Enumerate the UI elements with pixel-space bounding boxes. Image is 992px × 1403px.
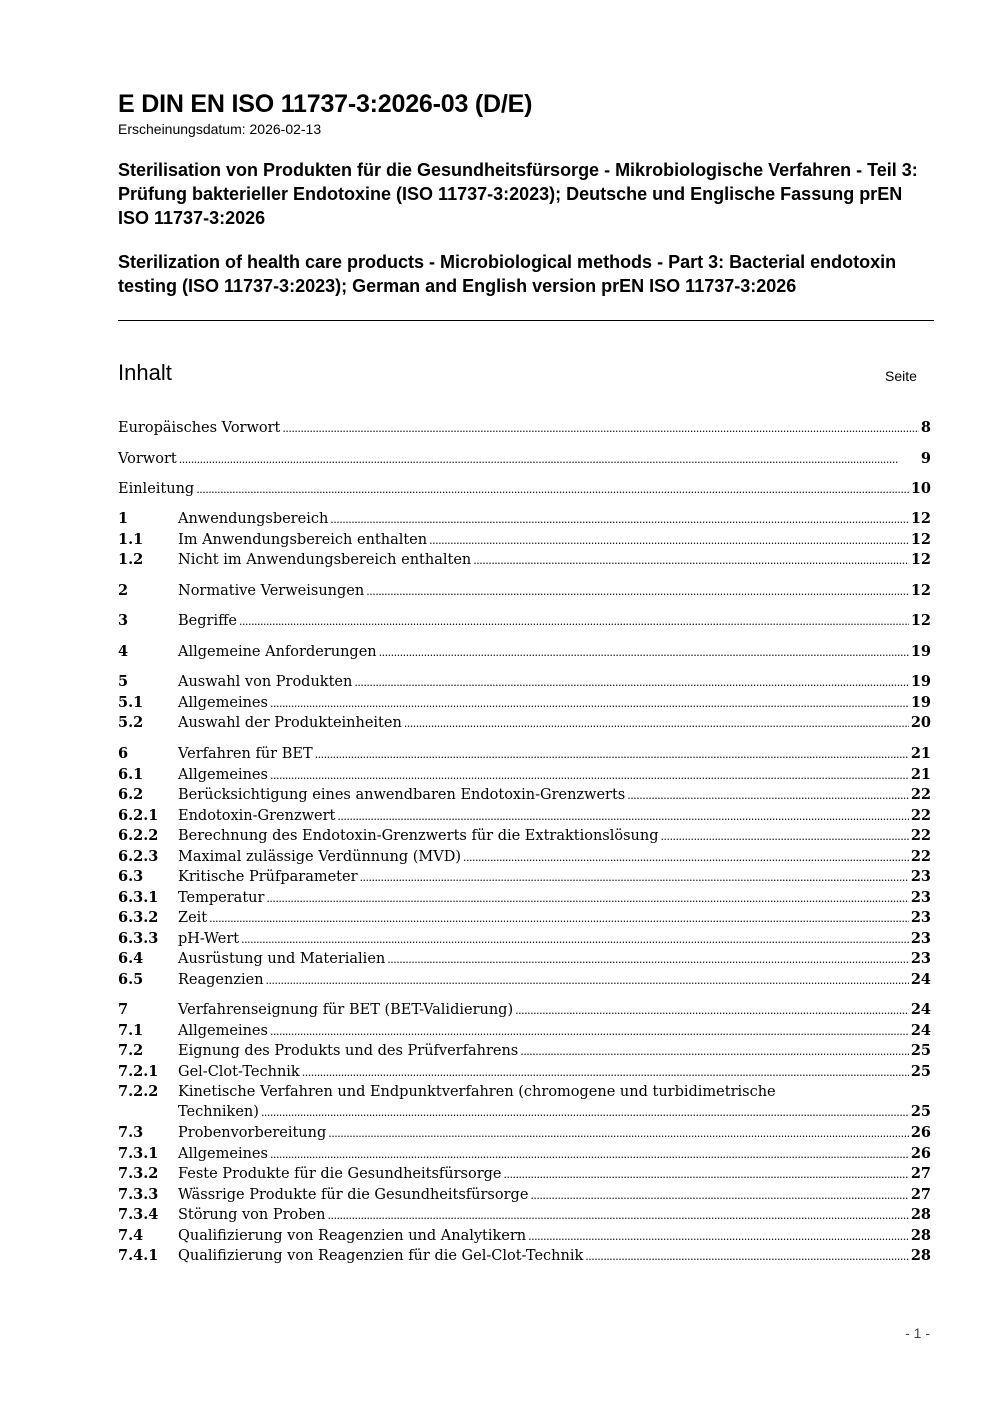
toc-entry-page: 12 (910, 531, 931, 548)
toc-entry[interactable] (118, 1164, 931, 1185)
toc-entry[interactable] (118, 949, 931, 970)
toc-dot-leader (179, 450, 919, 470)
toc-entry-title: Zeit (178, 910, 208, 926)
toc-entry[interactable] (118, 479, 931, 500)
toc-entry-title: Verfahrenseignung für BET (BET-Validierung) (178, 1002, 514, 1018)
toc-entry-title: Allgemeines (178, 1023, 268, 1039)
toc-entry-title: Auswahl der Produkteinheiten (178, 715, 402, 731)
toc-entry[interactable] (118, 713, 931, 734)
toc-entry-page: 23 (910, 889, 931, 906)
toc-entry[interactable] (118, 1226, 931, 1247)
toc-entry-page: 27 (910, 1165, 931, 1182)
toc-entry-page: 28 (910, 1247, 931, 1264)
toc-heading: Inhalt (118, 360, 172, 385)
toc-entry-title: Allgemeine Anforderungen (178, 644, 377, 660)
toc-entry-page: 8 (920, 419, 931, 436)
toc-entry-number: 5 (118, 673, 129, 690)
toc-dot-leader (209, 909, 909, 929)
toc-entry-number: 5.1 (118, 694, 144, 711)
toc-entry-number: 6.3.3 (118, 930, 159, 947)
toc-dot-leader (530, 1186, 908, 1206)
toc-dot-leader (241, 930, 909, 950)
toc-dot-leader (515, 1001, 909, 1021)
toc-dot-leader (585, 1247, 909, 1267)
toc-entry[interactable] (118, 970, 931, 991)
document-id: E DIN EN ISO 11737-3:2026-03 (D/E) (118, 90, 533, 118)
toc-dot-leader (330, 510, 909, 530)
toc-entry-title: Einleitung (118, 481, 195, 497)
toc-entry-title: Techniken) (178, 1104, 259, 1120)
toc-entry-number: 7.3 (118, 1124, 144, 1141)
toc-dot-leader (473, 551, 909, 571)
toc-dot-leader (270, 1145, 909, 1165)
toc-entry[interactable] (118, 1041, 931, 1062)
toc-entry[interactable] (118, 1205, 931, 1226)
toc-entry-title: Allgemeines (178, 1146, 268, 1162)
toc-entry[interactable] (118, 785, 931, 806)
toc-entry-title: Feste Produkte für die Gesundheitsfürsorge (178, 1166, 502, 1182)
toc-dot-leader (270, 1022, 909, 1042)
toc-entry[interactable] (118, 693, 931, 714)
toc-entry-title: Allgemeines (178, 695, 268, 711)
toc-entry-number: 6.3.2 (118, 909, 159, 926)
toc-entry[interactable] (118, 1185, 931, 1206)
toc-entry[interactable] (118, 888, 931, 909)
title-german: Sterilisation von Produkten für die Gesundheitsfürsorge - Mikrobiologische Verfahren - Teil 3: Prüfung bakterieller Endotoxine (ISO 11737-3:2023); Deutsche und Englische Fassung prEN ISO 11737-3:2026 (118, 160, 918, 228)
toc-entry[interactable] (118, 418, 931, 439)
toc-dot-leader (270, 694, 909, 714)
toc-entry-page: 21 (910, 745, 931, 762)
toc-entry[interactable] (118, 806, 931, 827)
toc-entry-title: Vorwort (118, 451, 177, 467)
toc-entry[interactable] (118, 867, 931, 888)
toc-entry-title: Qualifizierung von Reagenzien für die Gel-Clot-Technik (178, 1248, 584, 1264)
toc-dot-leader (302, 1063, 909, 1083)
toc-entry-page: 19 (910, 694, 931, 711)
toc-entry[interactable] (118, 1000, 931, 1021)
toc-entry-page: 23 (910, 930, 931, 947)
toc-entry[interactable] (118, 550, 931, 571)
toc-entry-number: 6.2.2 (118, 827, 159, 844)
toc-dot-leader (366, 582, 909, 602)
toc-entry-number: 6.3 (118, 868, 144, 885)
toc-entry-page: 24 (910, 1022, 931, 1039)
toc-entry-page: 21 (910, 766, 931, 783)
toc-dot-leader (196, 480, 909, 500)
toc-entry-number: 7.3.3 (118, 1186, 159, 1203)
toc-page-label: Seite (885, 368, 917, 384)
toc-entry[interactable] (118, 1246, 931, 1267)
toc-dot-leader (627, 786, 909, 806)
toc-entry[interactable] (118, 581, 931, 602)
toc-entry-page: 10 (910, 480, 931, 497)
title-english: Sterilization of health care products - Microbiological methods - Part 3: Bacterial endotoxin testing (ISO 11737-3:2023); German and English version prEN ISO 11737-3:2026 (118, 252, 897, 296)
toc-dot-leader (379, 643, 909, 663)
toc-entry[interactable] (118, 642, 931, 663)
toc-entry-title: Begriffe (178, 613, 237, 629)
toc-entry-title: Probenvorbereitung (178, 1125, 327, 1141)
toc-entry-number: 7.2.1 (118, 1063, 159, 1080)
toc-dot-leader (270, 766, 909, 786)
toc-entry[interactable] (118, 1144, 931, 1165)
toc-entry-page: 26 (910, 1124, 931, 1141)
toc-entry-page: 22 (910, 827, 931, 844)
toc-entry[interactable] (118, 929, 931, 950)
toc-entry-title: Anwendungsbereich (178, 511, 329, 527)
toc-entry-number: 6.2.3 (118, 848, 159, 865)
title-divider (118, 320, 934, 321)
toc-entry-page: 24 (910, 1001, 931, 1018)
toc-entry-title: Im Anwendungsbereich enthalten (178, 532, 428, 548)
toc-entry-page: 25 (910, 1103, 931, 1120)
toc-entry-title: Störung von Proben (178, 1207, 326, 1223)
toc-dot-leader (337, 807, 908, 827)
toc-dot-leader (404, 714, 909, 734)
toc-dot-leader (520, 1042, 909, 1062)
toc-entry-page: 28 (910, 1206, 931, 1223)
toc-dot-leader (463, 848, 909, 868)
toc-entry-page: 19 (910, 673, 931, 690)
toc-entry-page: 22 (910, 786, 931, 803)
toc-entry-number: 1.1 (118, 531, 144, 548)
toc-dot-leader (360, 868, 909, 888)
toc-entry-title: Gel-Clot-Technik (178, 1064, 300, 1080)
footer-page-number: - 1 - (905, 1325, 930, 1341)
toc-entry-number: 6.2 (118, 786, 144, 803)
toc-entry-number: 7.2.2 (118, 1083, 159, 1100)
toc-dot-leader (528, 1227, 909, 1247)
toc-entry-title: Allgemeines (178, 767, 268, 783)
toc-dot-leader (504, 1165, 909, 1185)
toc-entry-page: 26 (910, 1145, 931, 1162)
toc-dot-leader (661, 827, 909, 847)
toc-entry[interactable] (118, 611, 931, 632)
toc-entry-number: 7.1 (118, 1022, 144, 1039)
toc-entry-number: 6.3.1 (118, 889, 159, 906)
toc-entry-page: 12 (910, 510, 931, 527)
toc-entry[interactable] (118, 765, 931, 786)
toc-entry[interactable] (118, 847, 931, 868)
toc-entry-number: 6.4 (118, 950, 144, 967)
toc-entry[interactable] (118, 672, 931, 693)
toc-entry-title: Nicht im Anwendungsbereich enthalten (178, 552, 472, 568)
toc-entry[interactable] (118, 1062, 931, 1083)
toc-entry-number: 5.2 (118, 714, 144, 731)
toc-entry[interactable] (118, 908, 931, 929)
toc-entry-page: 23 (910, 909, 931, 926)
toc-entry-title: Temperatur (178, 890, 265, 906)
toc-entry-title: Qualifizierung von Reagenzien und Analytikern (178, 1228, 527, 1244)
toc-entry-number: 6.1 (118, 766, 144, 783)
toc-entry-page: 25 (910, 1063, 931, 1080)
toc-entry-number: 1 (118, 510, 129, 527)
toc-entry[interactable] (118, 1123, 931, 1144)
toc-dot-leader (266, 889, 908, 909)
toc-entry-title: Ausrüstung und Materialien (178, 951, 386, 967)
toc-entry-number: 6.2.1 (118, 807, 159, 824)
toc-entry-title: Normative Verweisungen (178, 583, 365, 599)
toc-dot-leader (327, 1206, 908, 1226)
toc-entry-title: Berücksichtigung eines anwendbaren Endotoxin-Grenzwerts (178, 787, 626, 803)
toc-entry-title: Berechnung des Endotoxin-Grenzwerts für die Extraktionslösung (178, 828, 659, 844)
toc-entry-number: 6 (118, 745, 129, 762)
toc-entry-page: 23 (910, 950, 931, 967)
toc-entry-number: 7.3.2 (118, 1165, 159, 1182)
toc-entry-page: 19 (910, 643, 931, 660)
toc-entry-number: 4 (118, 643, 129, 660)
toc-entry-number: 7.3.1 (118, 1145, 159, 1162)
toc-dot-leader (266, 971, 909, 991)
toc-entry-title: Kritische Prüfparameter (178, 869, 358, 885)
toc-entry-page: 12 (910, 612, 931, 629)
toc-dot-leader (354, 673, 908, 693)
toc-dot-leader (261, 1103, 909, 1123)
toc-entry-title: pH-Wert (178, 931, 240, 947)
toc-entry-number: 7.4 (118, 1227, 144, 1244)
toc-entry-page: 12 (910, 582, 931, 599)
toc-entry-title: Wässrige Produkte für die Gesundheitsfürsorge (178, 1187, 529, 1203)
toc-dot-leader (239, 612, 909, 632)
toc-entry-title: Auswahl von Produkten (178, 674, 353, 690)
toc-entry-page: 20 (910, 714, 931, 731)
toc-entry-page: 27 (910, 1186, 931, 1203)
toc-dot-leader (429, 531, 909, 551)
toc-entry-page: 22 (910, 807, 931, 824)
toc-entry-page: 24 (910, 971, 931, 988)
toc-entry-number: 6.5 (118, 971, 144, 988)
toc-entry-number: 7.2 (118, 1042, 144, 1059)
toc-entry-number: 7 (118, 1001, 129, 1018)
toc-entry-number: 7.4.1 (118, 1247, 159, 1264)
publication-date: Erscheinungsdatum: 2026-02-13 (118, 121, 322, 137)
toc-dot-leader (315, 745, 909, 765)
toc-entry-title: Europäisches Vorwort (118, 420, 281, 436)
toc-entry[interactable] (118, 1021, 931, 1042)
toc-entry[interactable] (118, 826, 931, 847)
toc-entry-number: 7.3.4 (118, 1206, 159, 1223)
toc-entry-number: 1.2 (118, 551, 144, 568)
toc-entry[interactable] (118, 509, 931, 530)
toc-entry-title: Verfahren für BET (178, 746, 313, 762)
toc-entry-page: 23 (910, 868, 931, 885)
toc-dot-leader (282, 419, 919, 439)
toc-entry-page: 9 (920, 450, 931, 467)
toc-entry-title: Maximal zulässige Verdünnung (MVD) (178, 849, 461, 865)
toc-entry-number: 2 (118, 582, 129, 599)
toc-entry[interactable] (118, 744, 931, 765)
toc-entry-title: Endotoxin-Grenzwert (178, 808, 336, 824)
toc-entry[interactable] (118, 530, 931, 551)
toc-entry-title: Reagenzien (178, 972, 264, 988)
toc-entry-number: 3 (118, 612, 129, 629)
toc-entry[interactable] (118, 449, 931, 470)
toc-entry-page: 22 (910, 848, 931, 865)
toc-entry[interactable] (118, 1082, 931, 1123)
toc-entry-title: Eignung des Produkts und des Prüfverfahrens (178, 1043, 519, 1059)
toc-dot-leader (328, 1124, 909, 1144)
toc-entry-page: 12 (910, 551, 931, 568)
toc-entry-page: 25 (910, 1042, 931, 1059)
toc-dot-leader (387, 950, 909, 970)
toc-entry-title-first-line: Kinetische Verfahren und Endpunktverfahren (chromogene und turbidimetrische (178, 1084, 776, 1100)
toc-entry-page: 28 (910, 1227, 931, 1244)
